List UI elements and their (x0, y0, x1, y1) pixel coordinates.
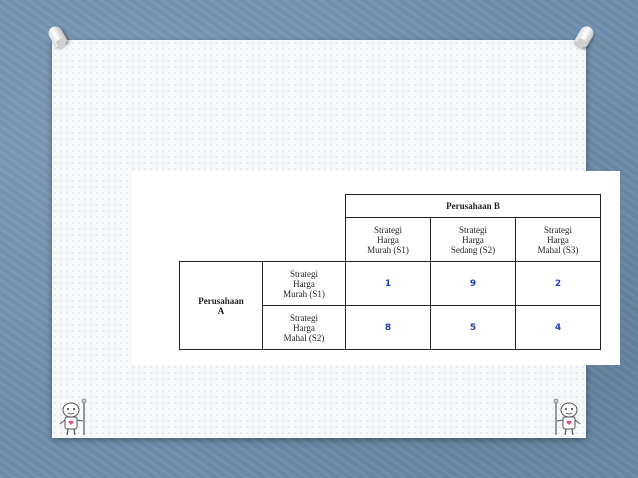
payoff-cell-r1-c3: 2 (516, 262, 601, 306)
payoff-cell-r1-c2: 9 (431, 262, 516, 306)
pushpin-icon (46, 24, 68, 48)
blank-corner-2 (180, 218, 346, 262)
payoff-table (179, 194, 601, 350)
row-strategy-s1: Strategi Harga Murah (S1) (263, 262, 346, 306)
payoff-cell-r2-c1: 8 (346, 306, 431, 350)
content-panel (132, 171, 620, 365)
row-strategy-s2: Strategi Harga Mahal (S2) (263, 306, 346, 350)
column-strategy-s3: Strategi Harga Mahal (S3) (516, 218, 601, 262)
pushpin-icon (574, 24, 596, 48)
robot-mascot-icon (58, 397, 88, 437)
payoff-cell-r2-c3: 4 (516, 306, 601, 350)
company-b-header: Perusahaan B (346, 195, 601, 218)
payoff-cell-r2-c2: 5 (431, 306, 516, 350)
column-strategy-s1: Strategi Harga Murah (S1) (346, 218, 431, 262)
company-a-header: Perusahaan A (180, 262, 263, 350)
column-strategy-s2: Strategi Harga Sedang (S2) (431, 218, 516, 262)
robot-mascot-icon (552, 397, 582, 437)
blank-corner (180, 195, 346, 218)
payoff-cell-r1-c1: 1 (346, 262, 431, 306)
slide-card (52, 40, 586, 438)
